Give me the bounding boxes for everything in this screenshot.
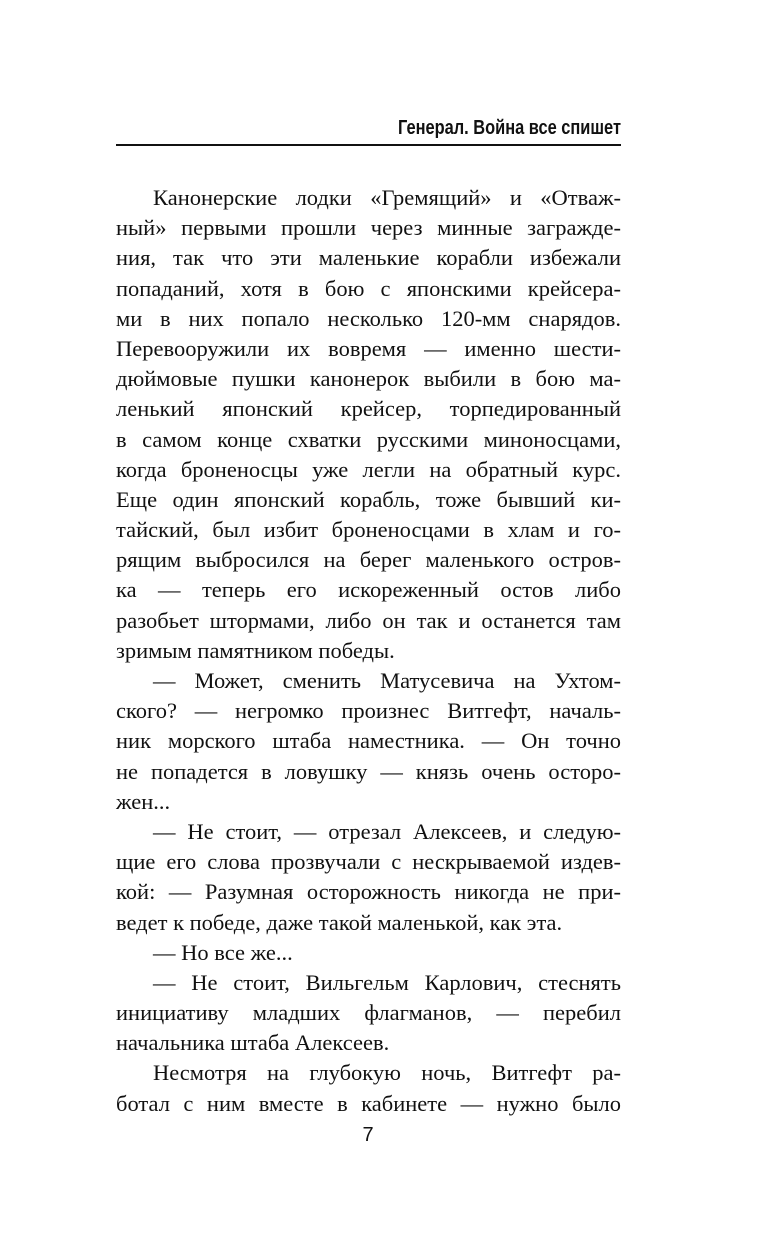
text-line: — Не стоит, — отрезал Алексеев, и следую- — [153, 818, 621, 844]
page-number: 7 — [362, 1124, 374, 1146]
text-line: ленький японский крейсер, торпедированный — [116, 396, 621, 422]
text-line: тайский, был избит броненосцами в хлам и го- — [116, 517, 621, 543]
text-line: рящим выбросился на берег маленького остров- — [116, 547, 621, 573]
text-line: начальника штаба Алексеев. — [116, 1030, 390, 1056]
header-rule — [116, 144, 621, 146]
body-text — [116, 183, 621, 1119]
text-line: попаданий, хотя в бою с японскими крейсера- — [116, 275, 621, 301]
text-line: инициативу младших флагманов, — перебил — [116, 1000, 621, 1026]
text-line: Канонерские лодки «Гремящий» и «Отваж- — [153, 185, 621, 210]
text-line: — Но все же... — [153, 939, 293, 965]
text-line: когда броненосцы уже легли на обратный курс. — [116, 456, 621, 482]
text-line: в самом конце схватки русскими миноносцами, — [116, 426, 621, 452]
text-line: жен... — [116, 788, 171, 814]
text-line: щие его слова прозвучали с нескрываемой издев- — [116, 849, 621, 875]
text-line: ник морского штаба наместника. — Он точно — [116, 728, 621, 754]
text-line: ми в них попало несколько 120-мм снарядов. — [116, 305, 621, 331]
text-line: ка — теперь его искореженный остов либо — [116, 577, 621, 603]
text-line: ского? — негромко произнес Витгефт, началь- — [116, 698, 621, 724]
text-line: Несмотря на глубокую ночь, Витгефт ра- — [153, 1060, 621, 1086]
text-line: — Не стоит, Вильгельм Карлович, стеснять — [153, 969, 621, 995]
text-line: зримым памятником победы. — [116, 637, 395, 663]
text-line: — Может, сменить Матусевича на Ухтом- — [153, 668, 621, 693]
text-line: ный» первыми прошли через минные загражде- — [116, 215, 621, 241]
text-line: Перевооружили их вовремя — именно шести- — [116, 335, 621, 361]
running-head: Генерал. Война все спишет — [397, 117, 621, 139]
text-line: ботал с ним вместе в кабинете — нужно было — [116, 1090, 621, 1116]
text-line: не попадется в ловушку — князь очень осторо- — [116, 758, 621, 784]
text-line: дюймовые пушки канонерок выбили в бою ма- — [116, 366, 621, 392]
text-line: разобьет штормами, либо он так и останется там — [116, 607, 621, 633]
text-line: кой: — Разумная осторожность никогда не при- — [116, 879, 621, 905]
text-line: Еще один японский корабль, тоже бывший ки- — [116, 486, 621, 512]
text-line: ния, так что эти маленькие корабли избежали — [116, 245, 621, 271]
text-line: ведет к победе, даже такой маленькой, как эта. — [116, 909, 563, 935]
